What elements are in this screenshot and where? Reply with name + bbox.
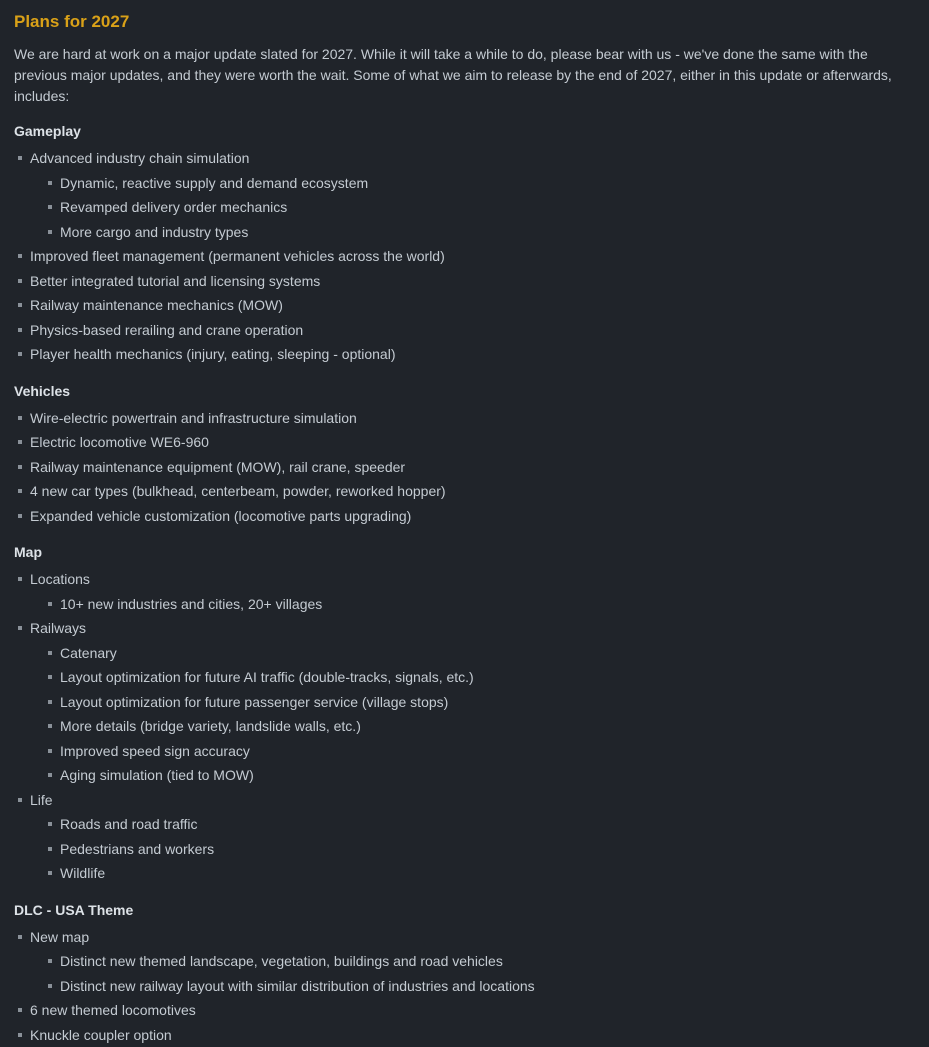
bullet-list-level-2 bbox=[44, 812, 915, 886]
bullet-list-level-1 bbox=[14, 406, 915, 529]
list-item bbox=[44, 220, 915, 245]
list-item bbox=[14, 479, 915, 504]
list-item bbox=[44, 861, 915, 886]
list-item bbox=[14, 1023, 915, 1047]
section-heading: DLC - USA Theme bbox=[14, 901, 915, 920]
intro-paragraph: We are hard at work on a major update slated for 2027. While it will take a while to do, please bear with us - we've done the same with the previous major updates, and they were worth the wait. Some of what we aim to release by the end of 2027, either in this update or afterwards, includes: bbox=[14, 44, 915, 107]
list-item bbox=[44, 739, 915, 764]
sections-container bbox=[14, 122, 915, 1047]
list-item-text: Life bbox=[30, 792, 53, 808]
list-item-text: Advanced industry chain simulation bbox=[30, 150, 249, 166]
list-item-text: Wire-electric powertrain and infrastructure simulation bbox=[30, 410, 357, 426]
list-item-text: 4 new car types (bulkhead, centerbeam, powder, reworked hopper) bbox=[30, 483, 446, 499]
list-item bbox=[14, 430, 915, 455]
list-item bbox=[14, 788, 915, 886]
list-item-text: Aging simulation (tied to MOW) bbox=[60, 767, 254, 783]
list-item bbox=[14, 318, 915, 343]
list-item bbox=[44, 763, 915, 788]
list-item-text: Locations bbox=[30, 571, 90, 587]
list-item-text: Layout optimization for future AI traffic (double-tracks, signals, etc.) bbox=[60, 669, 474, 685]
list-item bbox=[14, 342, 915, 367]
list-item bbox=[44, 171, 915, 196]
list-item-text: Expanded vehicle customization (locomotive parts upgrading) bbox=[30, 508, 411, 524]
list-item-text: New map bbox=[30, 929, 89, 945]
page-title: Plans for 2027 bbox=[14, 11, 915, 33]
list-item-text: Knuckle coupler option bbox=[30, 1027, 172, 1043]
list-item bbox=[14, 244, 915, 269]
list-item bbox=[44, 974, 915, 999]
list-item bbox=[14, 455, 915, 480]
bullet-list-level-2 bbox=[44, 171, 915, 245]
list-item bbox=[14, 567, 915, 616]
list-item-text: Electric locomotive WE6-960 bbox=[30, 434, 209, 450]
list-item-text: Better integrated tutorial and licensing systems bbox=[30, 273, 320, 289]
list-item-text: Improved fleet management (permanent vehicles across the world) bbox=[30, 248, 445, 264]
list-item bbox=[14, 146, 915, 244]
list-item-text: More cargo and industry types bbox=[60, 224, 248, 240]
list-item-text: Distinct new railway layout with similar distribution of industries and locations bbox=[60, 978, 535, 994]
list-item bbox=[44, 592, 915, 617]
list-item bbox=[14, 616, 915, 788]
list-item-text: Pedestrians and workers bbox=[60, 841, 214, 857]
list-item-text: Revamped delivery order mechanics bbox=[60, 199, 287, 215]
list-item bbox=[44, 949, 915, 974]
list-item-text: Layout optimization for future passenger service (village stops) bbox=[60, 694, 448, 710]
list-item bbox=[14, 504, 915, 529]
list-item-text: 6 new themed locomotives bbox=[30, 1002, 196, 1018]
list-item-text: Dynamic, reactive supply and demand ecosystem bbox=[60, 175, 368, 191]
bullet-list-level-2 bbox=[44, 641, 915, 788]
list-item bbox=[44, 837, 915, 862]
list-item bbox=[14, 293, 915, 318]
list-item bbox=[44, 690, 915, 715]
bullet-list-level-2 bbox=[44, 592, 915, 617]
list-item-text: Railway maintenance mechanics (MOW) bbox=[30, 297, 283, 313]
list-item-text: Distinct new themed landscape, vegetation, buildings and road vehicles bbox=[60, 953, 503, 969]
list-item-text: Physics-based rerailing and crane operation bbox=[30, 322, 303, 338]
list-item bbox=[14, 998, 915, 1023]
bullet-list-level-1 bbox=[14, 567, 915, 886]
list-item bbox=[44, 812, 915, 837]
section-heading: Gameplay bbox=[14, 122, 915, 141]
list-item-text: Railways bbox=[30, 620, 86, 636]
list-item bbox=[44, 665, 915, 690]
list-item-text: Roads and road traffic bbox=[60, 816, 198, 832]
bullet-list-level-1 bbox=[14, 925, 915, 1047]
list-item-text: 10+ new industries and cities, 20+ villages bbox=[60, 596, 322, 612]
bullet-list-level-1 bbox=[14, 146, 915, 367]
list-item bbox=[14, 406, 915, 431]
section-heading: Vehicles bbox=[14, 382, 915, 401]
list-item bbox=[14, 269, 915, 294]
list-item-text: Catenary bbox=[60, 645, 117, 661]
bullet-list-level-2 bbox=[44, 949, 915, 998]
list-item bbox=[14, 925, 915, 999]
list-item bbox=[44, 195, 915, 220]
list-item-text: More details (bridge variety, landslide walls, etc.) bbox=[60, 718, 361, 734]
list-item-text: Wildlife bbox=[60, 865, 105, 881]
list-item-text: Player health mechanics (injury, eating, sleeping - optional) bbox=[30, 346, 396, 362]
list-item bbox=[44, 714, 915, 739]
section-heading: Map bbox=[14, 543, 915, 562]
list-item-text: Improved speed sign accuracy bbox=[60, 743, 250, 759]
list-item-text: Railway maintenance equipment (MOW), rail crane, speeder bbox=[30, 459, 405, 475]
list-item bbox=[44, 641, 915, 666]
